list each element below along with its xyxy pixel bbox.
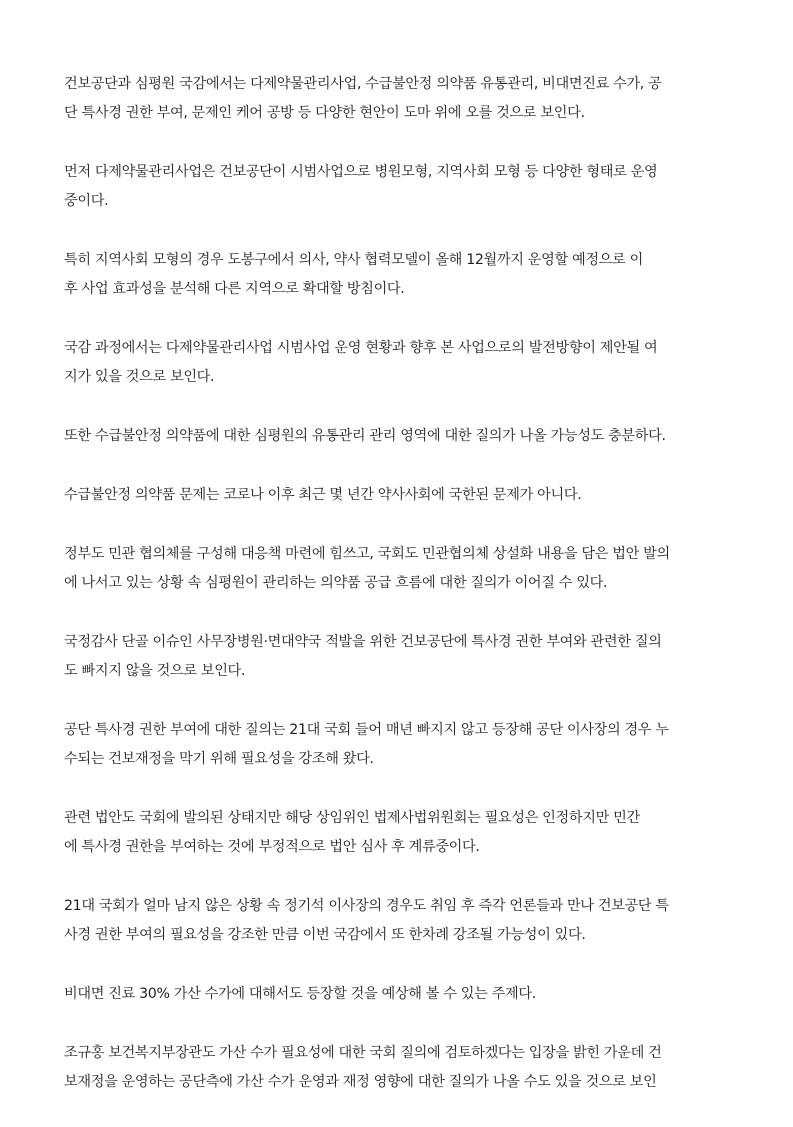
article-paragraph bbox=[64, 334, 734, 392]
article-paragraph bbox=[64, 980, 734, 1009]
paragraph-line: 국감 과정에서는 다제약물관리사업 시범사업 운영 현황과 향후 본 사업으로의 발전방향이 제안될 여 bbox=[64, 340, 658, 356]
article-paragraph bbox=[64, 246, 734, 304]
article-paragraph bbox=[64, 628, 734, 686]
paragraph-line: 후 사업 효과성을 분석해 다른 지역으로 확대할 방침이다. bbox=[64, 281, 405, 297]
paragraph-line: 비대면 진료 30% 가산 수가에 대해서도 등장할 것을 예상해 볼 수 있는 주제다. bbox=[64, 986, 536, 1002]
paragraph-line: 또한 수급불안정 의약품에 대한 심평원의 유통관리 관리 영역에 대한 질의가 나올 가능성도 충분하다. bbox=[64, 428, 666, 444]
article-paragraph bbox=[64, 892, 734, 950]
article-paragraph bbox=[64, 422, 734, 451]
article-paragraph bbox=[64, 70, 734, 128]
paragraph-line: 공단 특사경 권한 부여에 대한 질의는 21대 국회 들어 매년 빠지지 않고 등장해 공단 이사장의 경우 누 bbox=[64, 722, 669, 738]
article-paragraph bbox=[64, 158, 734, 216]
paragraph-line: 특히 지역사회 모형의 경우 도봉구에서 의사, 약사 협력모델이 올해 12월까지 운영할 예정으로 이 bbox=[64, 252, 643, 268]
article-paragraph bbox=[64, 481, 734, 510]
paragraph-line: 수되는 건보재정을 막기 위해 필요성을 강조해 왔다. bbox=[64, 751, 374, 767]
paragraph-line: 정부도 민관 협의체를 구성해 대응책 마련에 힘쓰고, 국회도 민관협의체 상설화 내용을 담은 법안 발의 bbox=[64, 546, 670, 562]
paragraph-line: 보재정을 운영하는 공단측에 가산 수가 운영과 재정 영향에 대한 질의가 나올 수도 있을 것으로 보인 bbox=[64, 1074, 657, 1090]
paragraph-line: 건보공단과 심평원 국감에서는 다제약물관리사업, 수급불안정 의약품 유통관리, 비대면진료 수가, 공 bbox=[64, 76, 662, 92]
paragraph-line: 21대 국회가 얼마 남지 않은 상황 속 정기석 이사장의 경우도 취임 후 즉각 언론들과 만나 건보공단 특 bbox=[64, 898, 669, 914]
article-paragraph bbox=[64, 804, 734, 862]
paragraph-line: 에 나서고 있는 상황 속 심평원이 관리하는 의약품 공급 흐름에 대한 질의가 이어질 수 있다. bbox=[64, 575, 608, 591]
article-paragraph bbox=[64, 540, 734, 598]
paragraph-line: 사경 권한 부여의 필요성을 강조한 만큼 이번 국감에서 또 한차례 강조될 가능성이 있다. bbox=[64, 927, 586, 943]
paragraph-line: 지가 있을 것으로 보인다. bbox=[64, 369, 215, 385]
article-paragraph bbox=[64, 1039, 734, 1097]
paragraph-line: 국정감사 단골 이슈인 사무장병원·면대약국 적발을 위한 건보공단에 특사경 권한 부여와 관련한 질의 bbox=[64, 634, 662, 650]
paragraph-line: 단 특사경 권한 부여, 문제인 케어 공방 등 다양한 현안이 도마 위에 오를 것으로 보인다. bbox=[64, 105, 585, 121]
paragraph-line: 수급불안정 의약품 문제는 코로나 이후 최근 몇 년간 약사사회에 국한된 문제가 아니다. bbox=[64, 487, 582, 503]
paragraph-line: 중이다. bbox=[64, 193, 109, 209]
article-body bbox=[64, 70, 734, 1127]
paragraph-line: 먼저 다제약물관리사업은 건보공단이 시범사업으로 병원모형, 지역사회 모형 등 다양한 형태로 운영 bbox=[64, 164, 658, 180]
paragraph-line: 도 빠지지 않을 것으로 보인다. bbox=[64, 663, 246, 679]
paragraph-line: 관련 법안도 국회에 발의된 상태지만 해당 상임위인 법제사법위원회는 필요성은 인정하지만 민간 bbox=[64, 810, 640, 826]
article-paragraph bbox=[64, 716, 734, 774]
paragraph-line: 조규홍 보건복지부장관도 가산 수가 필요성에 대한 국회 질의에 검토하겠다는 입장을 밝힌 가운데 건 bbox=[64, 1045, 662, 1061]
paragraph-line: 에 특사경 권한을 부여하는 것에 부정적으로 법안 심사 후 계류중이다. bbox=[64, 839, 480, 855]
